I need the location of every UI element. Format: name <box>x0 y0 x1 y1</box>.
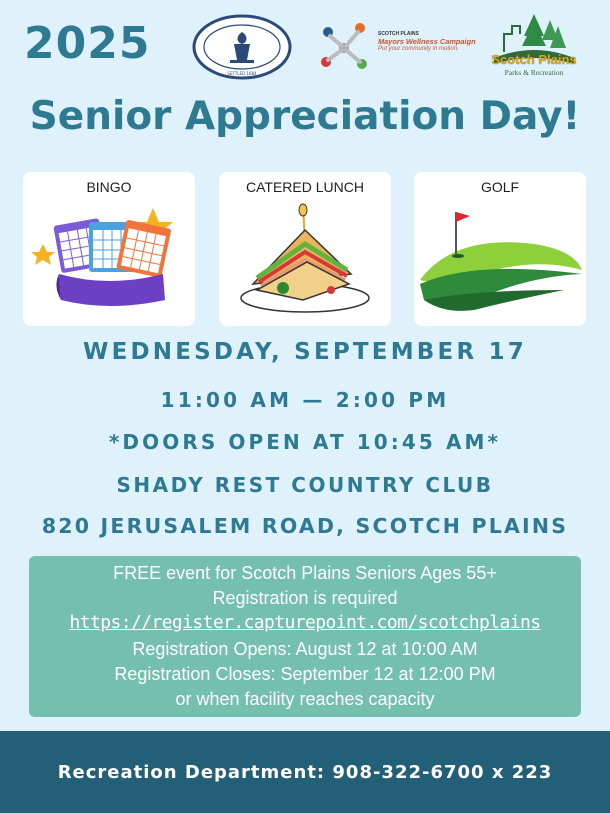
wellness-line2: Mayors Wellness Campaign <box>378 36 476 46</box>
info-free-event: FREE event for Scotch Plains Seniors Ages 55+ <box>113 563 497 583</box>
parks-recreation-logo <box>486 12 582 84</box>
activity-card-golf <box>414 172 586 326</box>
doors-open: *DOORS OPEN AT 10:45 AM* <box>108 430 502 454</box>
activity-card-bingo <box>23 172 195 326</box>
info-registration-required: Registration is required <box>212 588 398 608</box>
township-seal-icon <box>192 14 292 80</box>
info-registration-closes: Registration Closes: September 12 at 12:00 PM <box>114 664 496 684</box>
activity-card-lunch <box>219 172 391 326</box>
registration-info-box <box>29 556 581 717</box>
footer-bar <box>0 731 610 813</box>
event-date: WEDNESDAY, SEPTEMBER 17 <box>83 339 527 365</box>
wellness-people-icon <box>316 18 376 80</box>
event-time: 11:00 AM — 2:00 PM <box>160 388 450 412</box>
footer-contact: Recreation Department: 908-322-6700 x 223 <box>57 762 553 783</box>
seal-settled-text: SETTLED 1684 <box>227 71 257 76</box>
activity-label-golf: GOLF <box>480 179 520 195</box>
info-capacity-note: or when facility reaches capacity <box>175 689 435 709</box>
activity-label-bingo: BINGO <box>86 179 132 195</box>
golf-green-icon <box>414 200 586 320</box>
activity-label-lunch: CATERED LUNCH <box>246 179 364 195</box>
venue-name: SHADY REST COUNTRY CLUB <box>116 473 494 497</box>
year-heading: 2025 <box>24 18 151 69</box>
registration-link[interactable]: https://register.capturepoint.com/scotchplains <box>69 612 541 633</box>
parks-logo-subtitle: Parks & Recreation <box>504 68 564 77</box>
parks-logo-title: Scotch Plains <box>491 52 577 67</box>
wellness-line1: SCOTCH PLAINS <box>378 31 419 37</box>
page-title: Senior Appreciation Day! <box>29 94 581 139</box>
venue-address: 820 JERUSALEM ROAD, SCOTCH PLAINS <box>41 514 569 538</box>
wellness-campaign-logo <box>316 18 476 80</box>
wellness-line3: Put your community in motion. <box>378 46 459 53</box>
bingo-cards-icon <box>23 200 195 320</box>
info-registration-opens: Registration Opens: August 12 at 10:00 AM <box>132 639 478 659</box>
sandwich-icon <box>219 200 391 320</box>
